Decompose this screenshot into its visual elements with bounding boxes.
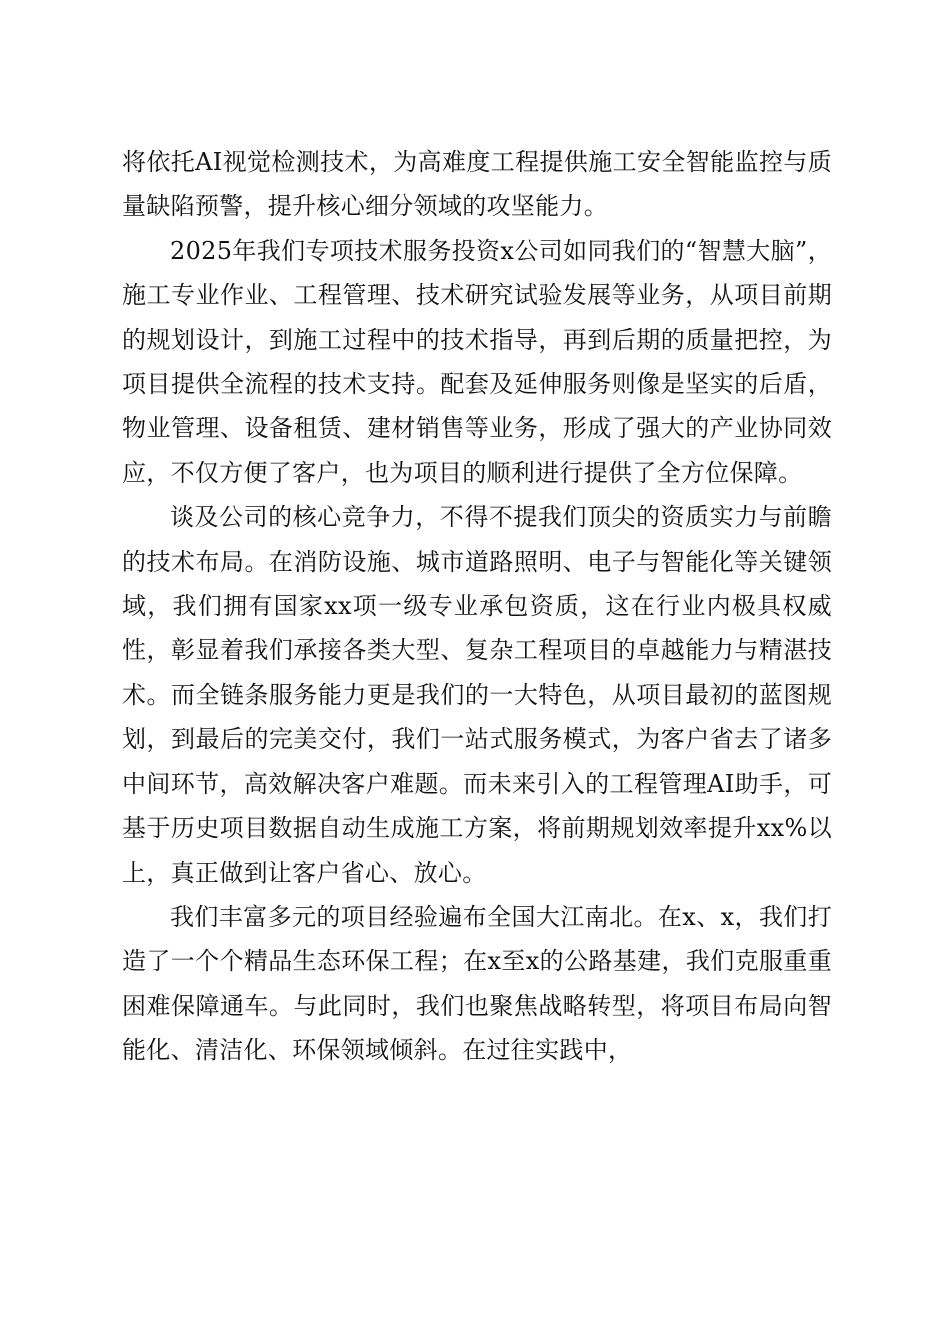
document-body: [122, 140, 832, 1073]
paragraph-continuation: 将依托AI视觉检测技术，为高难度工程提供施工安全智能监控与质量缺陷预警，提升核心细分领域的攻坚能力。: [122, 148, 832, 221]
paragraph-project-experience: 我们丰富多元的项目经验遍布全国大江南北。在x、x，我们打造了一个个精品生态环保工程；在x至x的公路基建，我们克服重重困难保障通车。与此同时，我们也聚焦战略转型，将项目布局向智能化、清洁化、环保领域倾斜。在过往实践中，: [122, 902, 832, 1065]
paragraph-business-overview: 2025年我们专项技术服务投资x公司如同我们的“智慧大脑”，施工专业作业、工程管理、技术研究试验发展等业务，从项目前期的规划设计，到施工过程中的技术指导，再到后期的质量把控，为项目提供全流程的技术支持。配套及延伸服务则像是坚实的后盾，物业管理、设备租赁、建材销售等业务，形成了强大的产业协同效应，不仅方便了客户，也为项目的顺利进行提供了全方位保障。: [122, 236, 832, 487]
paragraph-core-competitiveness: 谈及公司的核心竞争力，不得不提我们顶尖的资质实力与前瞻的技术布局。在消防设施、城市道路照明、电子与智能化等关键领域，我们拥有国家xx项一级专业承包资质，这在行业内极具权威性，彰显着我们承接各类大型、复杂工程项目的卓越能力与精湛技术。而全链条服务能力更是我们的一大特色，从项目最初的蓝图规划，到最后的完美交付，我们一站式服务模式，为客户省去了诸多中间环节，高效解决客户难题。而未来引入的工程管理AI助手，可基于历史项目数据自动生成施工方案，将前期规划效率提升xx%以上，真正做到让客户省心、放心。: [122, 503, 832, 887]
